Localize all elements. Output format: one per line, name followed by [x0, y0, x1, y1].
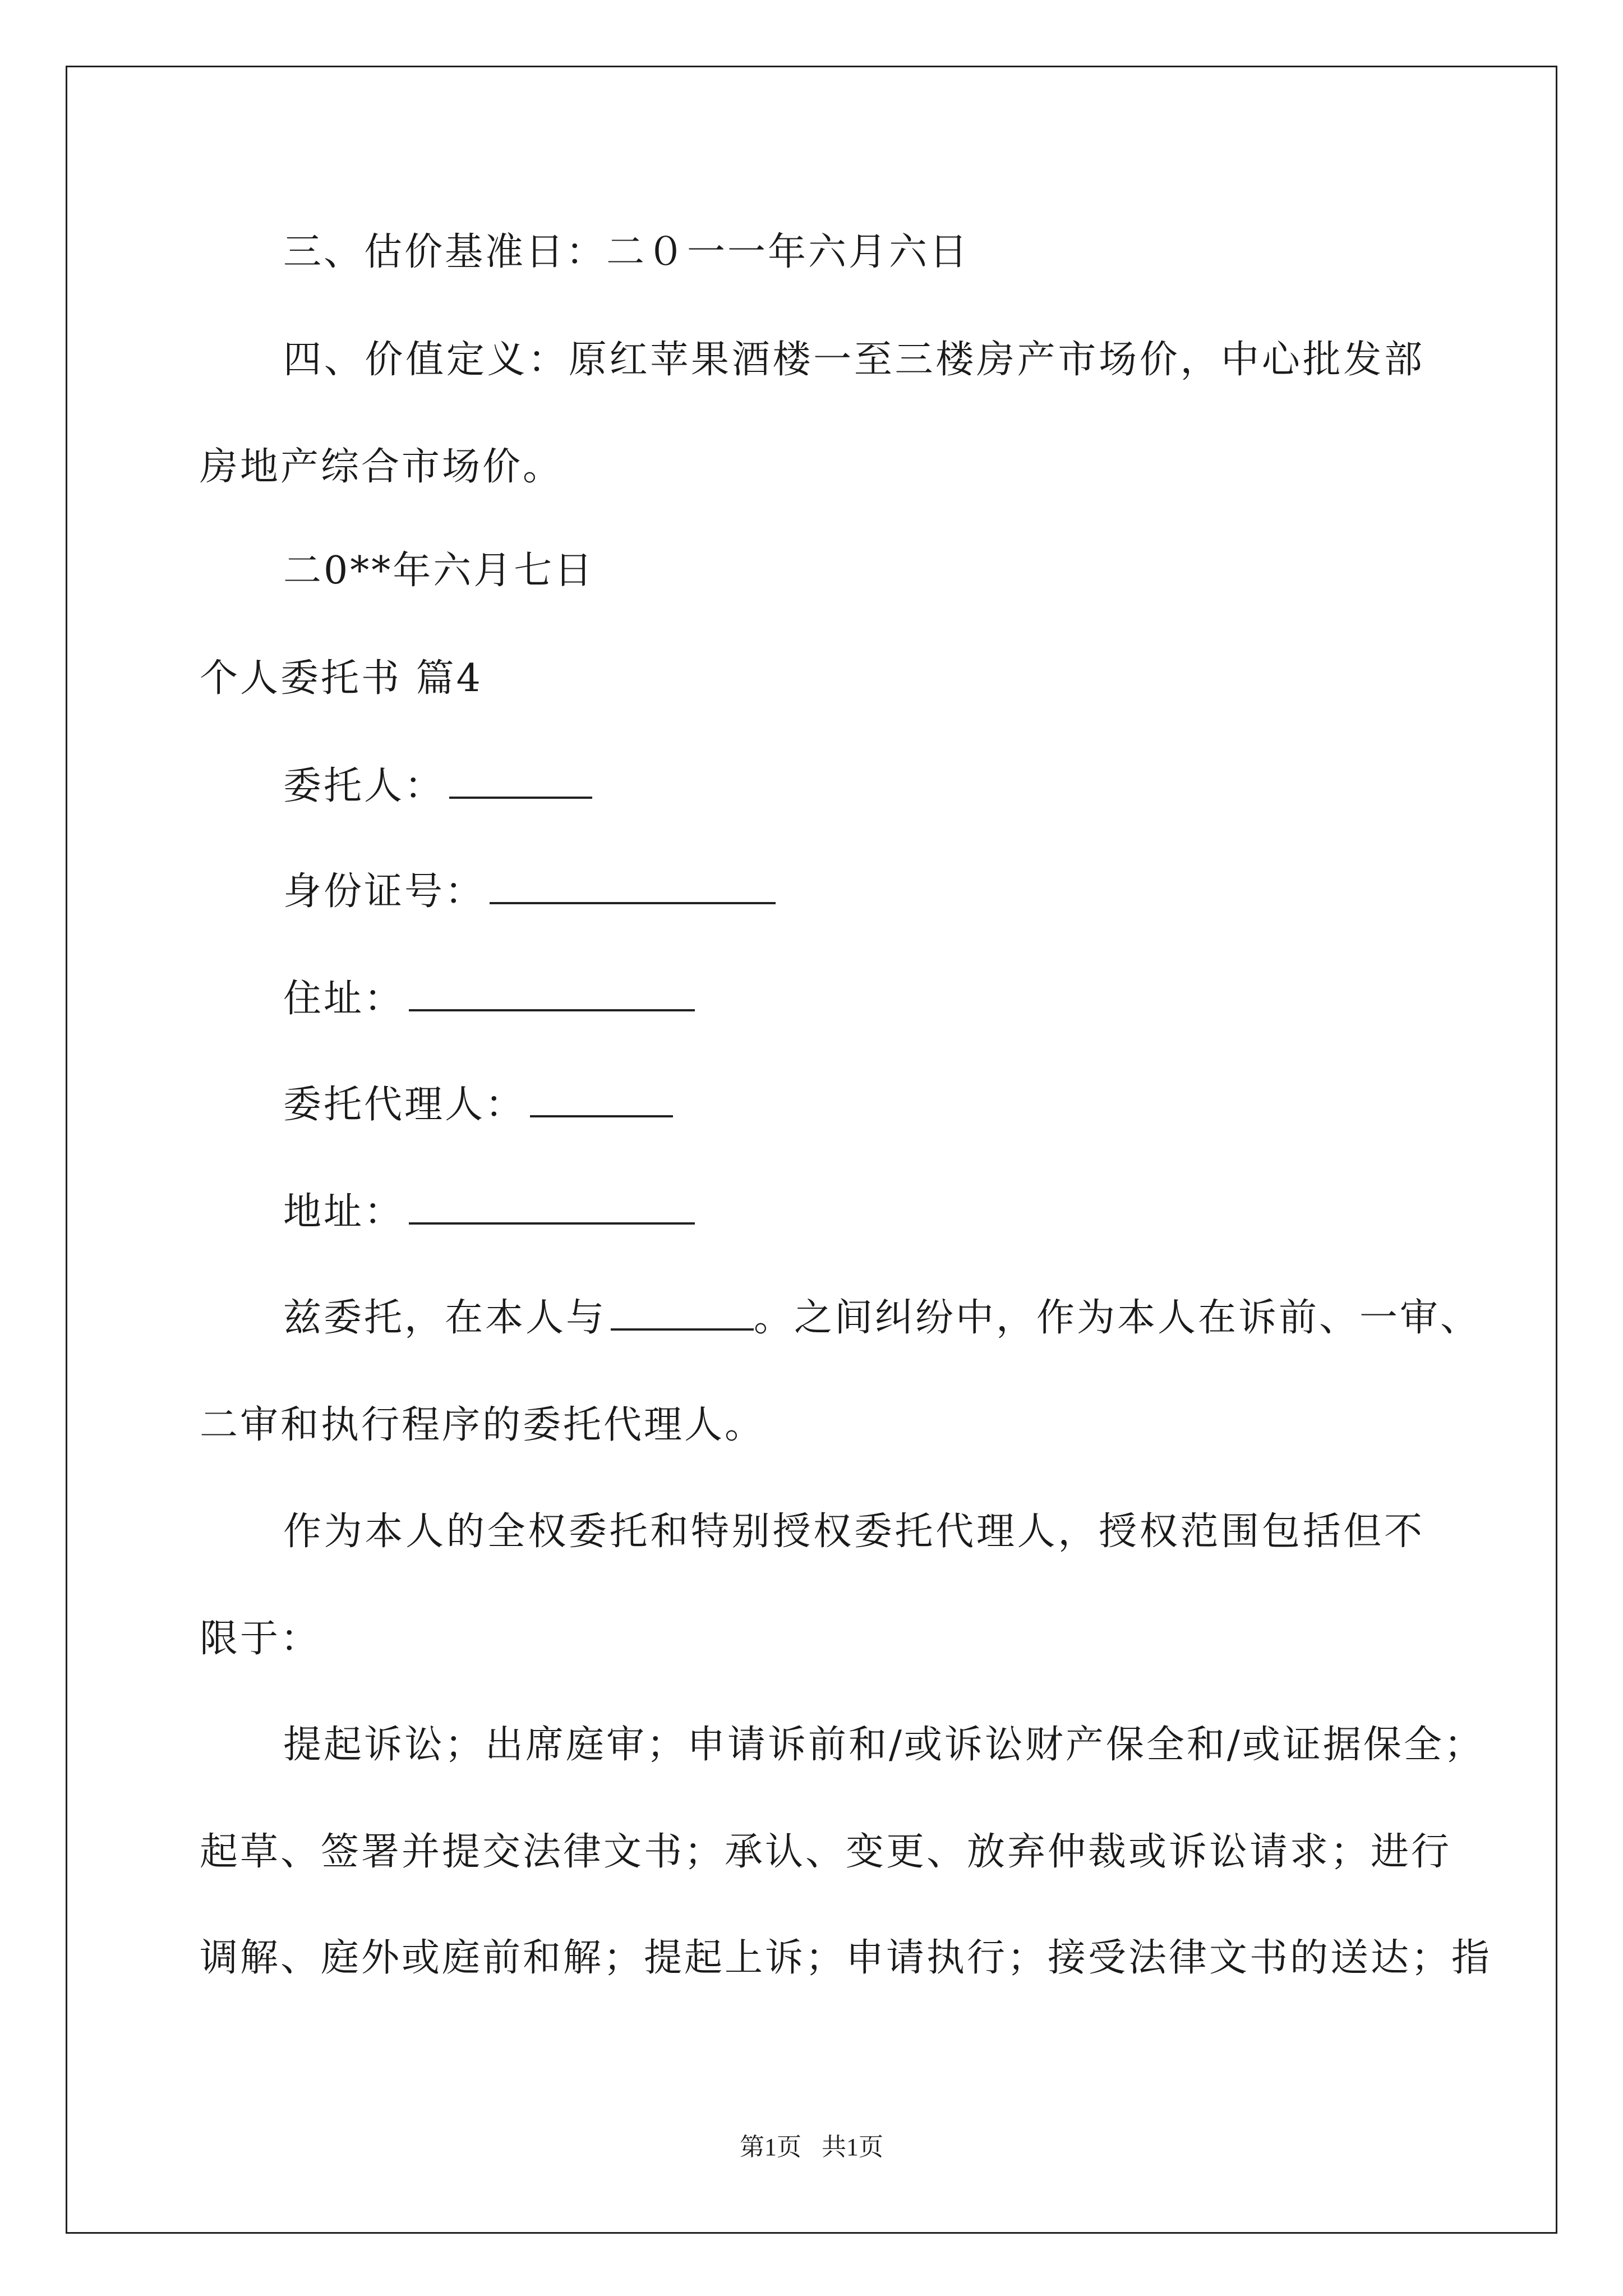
- paragraph-value-definition: 四、价值定义：原红苹果酒楼一至三楼房产市场价，中心批发部: [283, 338, 1424, 382]
- field-principal-label: 委托人：: [283, 764, 445, 808]
- paragraph-authorization-pre: 兹委托，在本人与: [283, 1296, 607, 1340]
- field-id-number: [283, 867, 776, 917]
- paragraph-appraisal-date: 三、估价基准日：二０一一年六月六日: [283, 230, 970, 274]
- field-agent-address-label: 地址：: [283, 1190, 405, 1234]
- paragraph-authorization-post: 。之间纠纷中，作为本人在诉前、一审、: [754, 1296, 1481, 1340]
- field-agent-label: 委托代理人：: [283, 1083, 526, 1127]
- paragraph-powers-cont-2: 调解、庭外或庭前和解；提起上诉；申请执行；接受法律文书的送达；指: [200, 1936, 1492, 1980]
- paragraph-value-definition-cont: 房地产综合市场价。: [200, 445, 564, 489]
- date-line: 二0**年六月七日: [283, 549, 595, 593]
- paragraph-powers: 提起诉讼；出席庭审；申请诉前和/或诉讼财产保全和/或证据保全；: [283, 1723, 1484, 1767]
- section-heading: 个人委托书 篇4: [200, 656, 483, 701]
- counterparty-blank[interactable]: [611, 1295, 754, 1331]
- field-address-label: 住址：: [283, 977, 405, 1021]
- field-principal-blank[interactable]: [449, 763, 592, 799]
- field-agent-address: [283, 1187, 695, 1237]
- field-agent: [283, 1080, 673, 1130]
- field-agent-blank[interactable]: [530, 1082, 673, 1117]
- paragraph-scope: 作为本人的全权委托和特别授权委托代理人，授权范围包括但不: [283, 1510, 1424, 1554]
- page-number: 第1页: [740, 2133, 801, 2161]
- paragraph-scope-cont: 限于：: [200, 1617, 321, 1661]
- page-border: [66, 66, 1557, 2234]
- field-id-number-label: 身份证号：: [283, 869, 486, 914]
- field-principal: [283, 761, 592, 812]
- paragraph-authorization: [283, 1293, 1481, 1343]
- page-total: 共1页: [822, 2133, 883, 2161]
- field-id-number-blank[interactable]: [490, 868, 776, 904]
- field-agent-address-blank[interactable]: [409, 1189, 695, 1225]
- page-footer: [0, 2131, 1623, 2164]
- paragraph-powers-cont-1: 起草、签署并提交法律文书；承认、变更、放弃仲裁或诉讼请求；进行: [200, 1830, 1452, 1874]
- paragraph-authorization-cont: 二审和执行程序的委托代理人。: [200, 1403, 766, 1447]
- field-address: [283, 974, 695, 1024]
- field-address-blank[interactable]: [409, 976, 695, 1011]
